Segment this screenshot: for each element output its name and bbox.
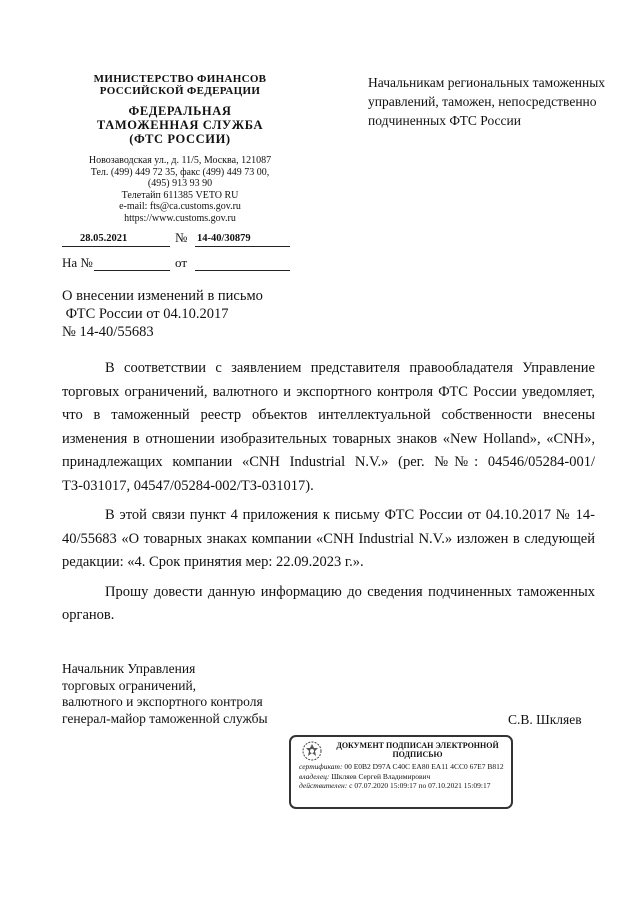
reference-underline — [94, 270, 170, 271]
stamp-validity-row — [299, 781, 506, 791]
outgoing-date: 28.05.2021 — [80, 233, 128, 244]
signer-name: С.В. Шкляев — [508, 712, 582, 727]
address-line: Новозаводская ул., д. 11/5, Москва, 121087 — [88, 155, 272, 166]
agency-line: (ФТС РОССИИ) — [129, 132, 231, 146]
owner-label: владелец: — [299, 771, 330, 781]
subject — [62, 287, 342, 341]
stamp-title — [329, 741, 506, 759]
validity-value: с 07.07.2020 15:09:17 по 07.10.2021 15:09:17 — [349, 781, 491, 790]
number-underline — [195, 246, 290, 247]
e-signature-stamp — [289, 735, 513, 809]
ministry-line: РОССИЙСКОЙ ФЕДЕРАЦИИ — [99, 85, 261, 97]
signer-position — [62, 661, 302, 727]
owner-value: Шкляев Сергей Владимирович — [331, 771, 431, 781]
stamp-owner-row — [299, 772, 506, 782]
from-label: от — [175, 255, 188, 270]
phone-line: Тел. (499) 449 72 35, факс (499) 449 73 00, — [90, 166, 270, 178]
position-line: генерал-майор таможенной службы — [62, 710, 268, 726]
subject-line: ФТС России от 04.10.2017 — [62, 306, 229, 322]
recipient: Начальникам региональных таможенных управлений, таможен, непосредственно подчиненных ФТС России — [368, 75, 606, 128]
position-line: Начальник Управления — [62, 661, 196, 676]
email-line: e-mail: fts@ca.customs.gov.ru — [119, 201, 241, 212]
agency-line: ФЕДЕРАЛЬНАЯ — [128, 104, 232, 118]
validity-label: действителен: — [299, 781, 348, 790]
certificate-label: сертификат: — [299, 762, 343, 771]
website-line: https://www.customs.gov.ru — [124, 212, 236, 224]
stamp-certificate-row — [299, 762, 506, 772]
agency-line: ТАМОЖЕННАЯ СЛУЖБА — [96, 118, 264, 132]
outgoing-number: 14-40/30879 — [197, 233, 251, 244]
agency-name — [62, 104, 298, 146]
phone-line: (495) 913 93 90 — [147, 178, 213, 189]
position-line: торговых ограничений, — [62, 677, 197, 693]
position-line: валютного и экспортного контроля — [62, 694, 263, 709]
ministry-name — [62, 73, 298, 97]
certificate-value: 00 E0B2 D97A C40C EA80 EA11 4CC0 67E7 B812 — [344, 762, 504, 771]
subject-line: О внесении изменений в письмо — [62, 288, 263, 304]
subject-line: № 14-40/55683 — [62, 324, 154, 340]
date-underline — [62, 246, 170, 247]
stamp-title-line: ДОКУМЕНТ ПОДПИСАН ЭЛЕКТРОННОЙ — [336, 741, 499, 750]
body-paragraph: В этой связи пункт 4 приложения к письму ФТС России от 04.10.2017 № 14-40/55683 «О товарных знаках компании «CNH Industrial N.V.» изложен в следующей редакции: «4. Срок принятия мер: 22.09.2023 г.». — [62, 507, 595, 570]
stamp-title-line: ПОДПИСЬЮ — [392, 750, 443, 759]
letter-body — [62, 357, 595, 628]
from-underline — [195, 270, 290, 271]
agency-contacts — [62, 155, 298, 224]
body-paragraph: Прошу довести данную информацию до сведения подчиненных таможенных органов. — [62, 583, 595, 623]
ministry-line: МИНИСТЕРСТВО ФИНАНСОВ — [93, 73, 267, 85]
reference-label: На № — [62, 255, 93, 270]
body-paragraph: В соответствии с заявлением представителя правообладателя Управление торговых ограничений, валютного и экспортного контроля ФТС России уведомляет, что в таможенный реестр объектов интеллектуальной собственности внесены изменения в отношении изобразительных товарных знаков «New Holland», «CNH», принадлежащих компании «CNH Industrial N.V.» (рег. №№: 04546/05284-001/ТЗ-031017, 04547/05284-002/ТЗ-031017). — [62, 360, 595, 494]
emblem-icon — [301, 740, 323, 762]
number-sign: № — [175, 230, 188, 245]
teletype-line: Телетайп 611385 VETO RU — [121, 189, 239, 201]
